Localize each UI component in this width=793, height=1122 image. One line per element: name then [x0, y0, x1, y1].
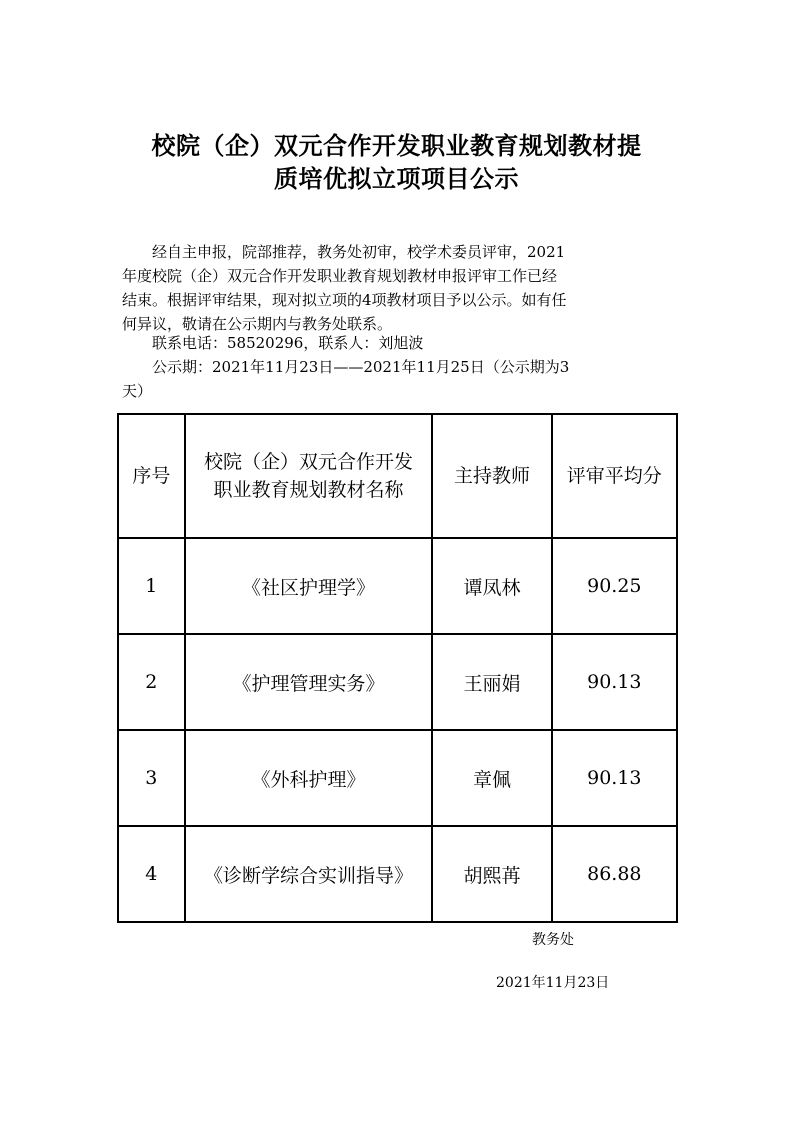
row-score: 86.88 [552, 826, 677, 922]
contact-line: 联系电话：58520296，联系人：刘旭波 [122, 334, 424, 352]
table-row [118, 634, 677, 730]
table-header-row [118, 414, 677, 538]
header-material-name-line-1: 校院（企）双元合作开发 [204, 451, 414, 473]
header-index: 序号 [118, 414, 185, 538]
issuing-office: 教务处 [532, 932, 574, 948]
row-teacher: 胡熙苒 [432, 826, 551, 922]
header-material-name-line-2: 职业教育规划教材名称 [213, 479, 404, 501]
row-material-name: 《外科护理》 [185, 730, 433, 826]
row-teacher: 谭凤林 [432, 538, 551, 634]
row-score: 90.25 [552, 538, 677, 634]
row-material-name: 《社区护理学》 [185, 538, 433, 634]
body-line-3: 结束。根据评审结果，现对拟立项的4项教材项目予以公示。如有任 [122, 291, 567, 309]
table-row [118, 826, 677, 922]
notice-title-line-2: 质培优拟立项项目公示 [274, 165, 519, 193]
header-score: 评审平均分 [552, 414, 677, 538]
table-row [118, 730, 677, 826]
notice-title-line-1: 校院（企）双元合作开发职业教育规划教材提 [151, 132, 642, 160]
row-teacher: 章佩 [432, 730, 551, 826]
row-index: 3 [118, 730, 185, 826]
period-line-cont: 天） [122, 382, 153, 400]
header-teacher: 主持教师 [432, 414, 551, 538]
period-line: 公示期：2021年11月23日——2021年11月25日（公示期为3 [122, 358, 570, 376]
body-line-4: 何异议，敬请在公示期内与教务处联系。 [122, 315, 393, 333]
project-table [117, 413, 678, 923]
row-teacher: 王丽娟 [432, 634, 551, 730]
body-line-2: 年度校院（企）双元合作开发职业教育规划教材申报评审工作已经 [122, 267, 558, 285]
row-material-name: 《诊断学综合实训指导》 [185, 826, 433, 922]
issue-date: 2021年11月23日 [496, 975, 610, 991]
row-index: 1 [118, 538, 185, 634]
header-material-name [185, 414, 433, 538]
row-score: 90.13 [552, 730, 677, 826]
row-material-name: 《护理管理实务》 [185, 634, 433, 730]
table-row [118, 538, 677, 634]
body-line-1: 经自主申报，院部推荐，教务处初审，校学术委员评审，2021 [122, 243, 566, 261]
row-score: 90.13 [552, 634, 677, 730]
row-index: 4 [118, 826, 185, 922]
row-index: 2 [118, 634, 185, 730]
